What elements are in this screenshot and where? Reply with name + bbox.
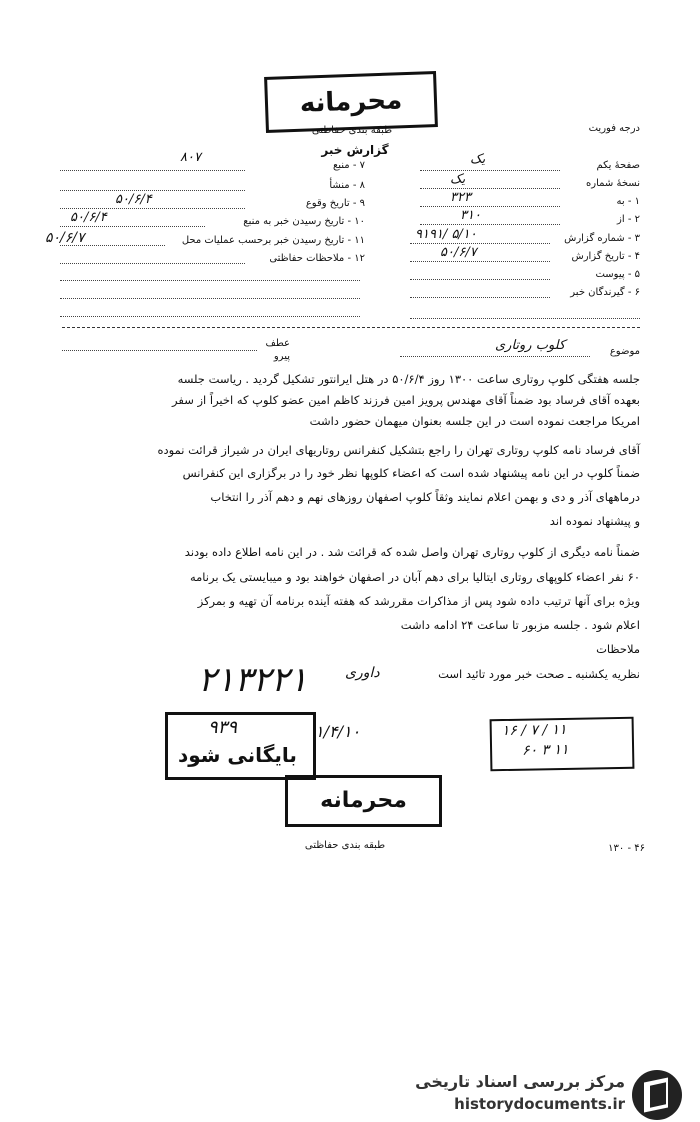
field-dotted-line [60,208,245,209]
archive-label: بایگانی شود [178,743,297,767]
assessment-text: نظریه یکشنبه ـ صحت خبر مورد تائید است [438,667,640,681]
reference-label: عطف [265,338,290,349]
field-dotted-line [410,297,550,298]
body-line: ۶۰ نفر اعضاء کلوپهای روتاری ایتالیا برای دهم آبان در اصفهان خواهند بود و میبایستی یک برنامه [189,570,640,584]
confidential-stamp-top: محرمانه [264,71,438,133]
archive-stamp [165,712,316,780]
body-line: امریکا مراجعت نموده است در این جلسه بعنوان میهمان حضور داشت [309,414,640,428]
notes-label: ملاحظات [596,642,640,656]
body-line: و پیشنهاد نموده اند [549,514,640,528]
field-label: ۹ - تاریخ وقوع [305,198,365,209]
field-handwritten-value: ۳۲۳ [450,190,471,205]
confidential-stamp-bottom: محرمانه [285,775,442,827]
field-dotted-line [420,188,560,189]
receipt-stamp-line: ۶۰ ۳ ۱۱ [521,741,569,759]
field-label: ۶ - گیرندگان خبر [570,287,640,298]
classification-label-top: طبقه بندی حفاظتی [311,125,393,136]
report-title: گزارش خبر [321,143,389,157]
body-line: بعهده آقای فرساد بود ضمناً آقای مهندس پرویز امین فرزند کاظم امین عضو کلوپ که اخیراً از سفر [172,393,640,407]
field-label: ۲ - از [617,214,640,225]
subject-value: کلوب روتاری [495,338,566,353]
field-handwritten-value: ۵۰/۶/۴ [70,210,107,225]
body-line: جلسه هفتگی کلوپ روتاری ساعت ۱۳۰۰ روز ۵۰/۶/۴ در هتل ایرانتور تشکیل گردید . ریاست جلسه [177,372,640,386]
field-label: ۱۲ - ملاحظات حفاظتی [269,253,365,264]
field-label: ۱۰ - تاریخ رسیدن خبر به منبع [243,216,365,227]
field-dotted-line [60,263,245,264]
field-label: ۳ - شماره گزارش [564,233,640,244]
reference-dotted-line [62,350,257,351]
field-dotted-line [410,318,640,319]
receipt-stamp-line: ۱۶ / ۷ / ۱۱ [501,721,567,740]
field-dotted-line [60,280,360,281]
field-handwritten-value: ۵۰/۶/۷ [440,245,477,260]
field-label: ۴ - تاریخ گزارش [571,251,640,262]
classification-label-bottom: طبقه بندی حفاظتی [304,840,386,851]
field-label: نسخهٔ شماره [586,178,640,189]
field-label: ۱۱ - تاریخ رسیدن خبر برحسب عملیات محل [181,235,365,246]
field-label: ۷ - منبع [332,160,365,171]
watermark-logo-icon [632,1070,682,1120]
field-dotted-line [420,224,560,225]
field-dotted-line [60,316,360,317]
field-handwritten-value: ۹۱۹۱/ ۵/۱۰ [415,227,477,242]
field-handwritten-value: یک [450,172,466,187]
field-dotted-line [60,226,205,227]
field-dotted-line [420,170,560,171]
field-dotted-line [410,243,550,244]
watermark-title: مرکز بررسی اسناد تاریخی [415,1072,625,1091]
field-handwritten-value: ۸۰۷ [180,150,201,165]
body-line: ضمناً نامه دیگری از کلوپ روتاری تهران واصل شده که قرائت شد . در این نامه اطلاع داده بودند [184,545,640,559]
field-label: ۱ - به [616,196,640,207]
field-dotted-line [420,206,560,207]
field-handwritten-value: ۵۰/۶/۷ [45,230,85,246]
body-line: درماههای آذر و دی و بهمن اعلام نمایند وثقاً کلوپ اصفهان روزهای نهم و دهم آذر را انتخاب [210,490,640,504]
watermark-url: historydocuments.ir [454,1095,625,1113]
field-dotted-line [410,261,550,262]
subject-label: موضوع [609,346,640,357]
subject-dotted-line [400,356,590,357]
handwritten-number: ۲۱۳۲۲۱ [198,660,308,700]
field-dotted-line [60,298,360,299]
archive-date: ۱/۴/۱۰ [315,722,361,741]
field-dotted-line [60,170,245,171]
body-line: ویژه برای آنها ترتیب داده شود پس از مذاکرات مقررشد که هفته آینده برنامه آن تهیه و بمرکز [197,594,640,608]
field-handwritten-value: ۵۰/۶/۴ [115,192,152,207]
body-line: ضمناً کلوپ در این نامه پیشنهاد شده است که اعضاء کلوپها نظر خود را در برگزاری این کنفرانس [182,466,640,480]
body-line: اعلام شود . جلسه مزبور تا ساعت ۲۴ ادامه داشت [400,618,640,632]
section-divider [62,327,640,328]
priority-label: درجه فوریت [588,123,640,134]
archive-number: ۹۳۹ [208,717,238,738]
field-handwritten-value: ۳۱۰ [460,208,481,223]
field-label: ۵ - پیوست [595,269,640,280]
signature: داوری [345,665,380,681]
field-dotted-line [60,190,245,191]
field-label: ۸ - منشأ [329,180,365,191]
field-dotted-line [410,279,550,280]
field-handwritten-value: یک [470,152,486,167]
followup-label: پیرو [273,351,290,362]
body-line: آقای فرساد نامه کلوپ روتاری تهران را راجع بتشکیل کنفرانس روتاریهای ایران در شیراز قرائت نموده [157,443,640,457]
form-code: ۱۳۰ - ۴۶ [608,843,645,854]
receipt-stamp [490,717,635,772]
field-label: صفحهٔ یکم [596,160,640,171]
